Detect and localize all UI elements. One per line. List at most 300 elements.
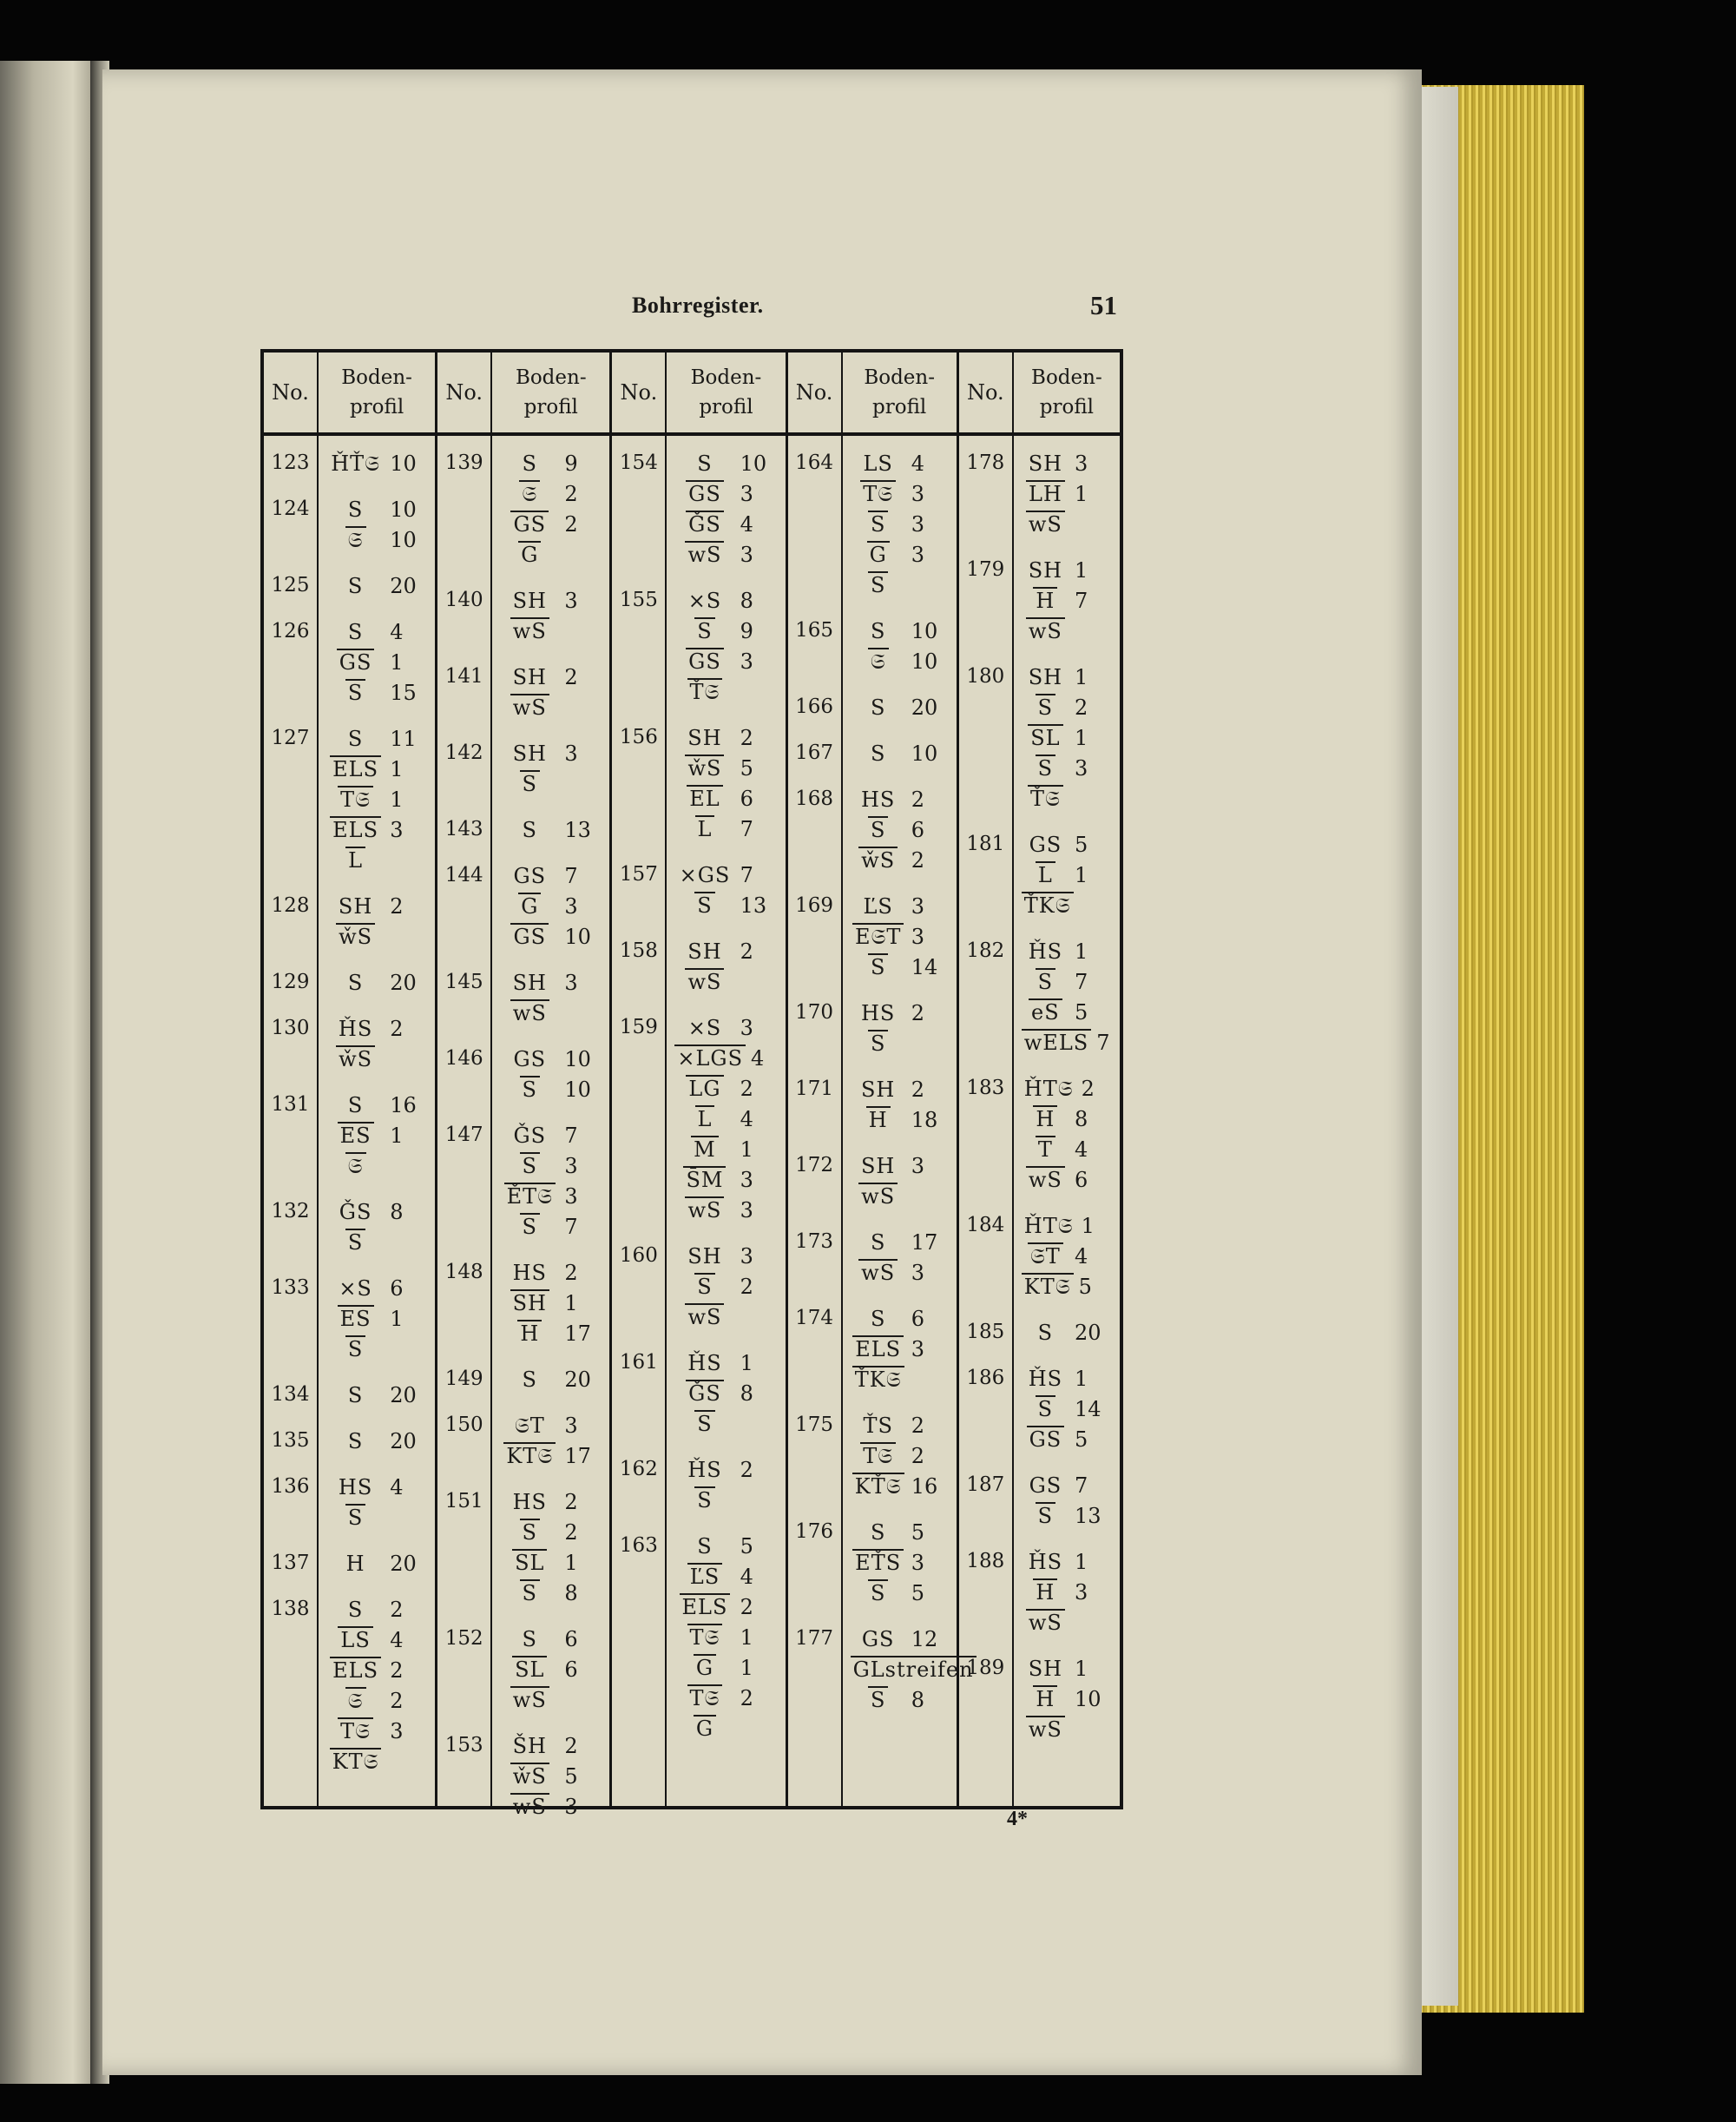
soil-layer [500, 1288, 602, 1318]
soil-profile [851, 1303, 950, 1394]
soil-profile [674, 722, 778, 844]
soil-layer [851, 952, 950, 982]
boring-number: 174 [795, 1307, 834, 1329]
bohrregister-table [260, 349, 1123, 1819]
soil-layer [851, 1410, 950, 1440]
layer-depth: 10 [564, 1077, 591, 1102]
soil-layer [851, 1364, 950, 1394]
soil-layer [674, 448, 778, 478]
soil-layer [326, 1044, 428, 1074]
layer-depth: 10 [564, 1046, 591, 1071]
soil-layer [1022, 1684, 1113, 1714]
soil-layer [500, 967, 602, 998]
layer-depth: 3 [564, 970, 578, 995]
layer-symbol: S [1022, 1397, 1075, 1421]
layer-symbol: ȞS [1028, 1549, 1063, 1574]
layer-depth: 3 [911, 1550, 925, 1575]
layer-depth: 3 [564, 1794, 578, 1819]
layer-symbol: w̌S [500, 1764, 564, 1789]
soil-layer [326, 1013, 428, 1044]
soil-layer [1022, 1134, 1113, 1164]
boring-number: 151 [444, 1490, 483, 1512]
layer-depth: 20 [390, 1382, 417, 1407]
layer-symbol: GS [674, 649, 740, 674]
soil-layer [674, 585, 778, 616]
soil-layer [1022, 1317, 1113, 1348]
soil-layer [326, 1150, 428, 1181]
soil-layer [326, 1227, 428, 1257]
boring-number: 124 [271, 498, 310, 520]
soil-layer [674, 936, 778, 966]
soil-layer [674, 1378, 778, 1408]
soil-layer [326, 677, 428, 708]
layer-depth: 1 [1075, 939, 1088, 964]
soil-layer [851, 646, 950, 676]
boring-number: 160 [619, 1244, 658, 1267]
layer-depth: 3 [390, 817, 404, 842]
layer-symbol: S [500, 1154, 564, 1178]
layer-symbol: S̄M [674, 1168, 740, 1192]
layer-symbol: L [674, 817, 740, 841]
soil-profile [326, 1273, 428, 1364]
soil-layer [851, 1303, 950, 1334]
layer-depth: 10 [911, 618, 938, 643]
layer-depth: 3 [740, 542, 753, 567]
layer-depth: 6 [740, 786, 753, 811]
layer-symbol: GS [674, 482, 740, 506]
layer-depth: 3 [564, 893, 578, 919]
soil-layer [1022, 1653, 1113, 1684]
column-divider [841, 436, 843, 1806]
soil-layer [1022, 509, 1113, 539]
layer-depth: 6 [564, 1626, 578, 1651]
soil-layer [500, 1684, 602, 1715]
soil-layer [326, 1548, 428, 1578]
boring-number: 147 [444, 1124, 483, 1146]
layer-depth: 5 [740, 755, 753, 781]
boring-number: 127 [271, 727, 310, 749]
soil-layer [326, 1090, 428, 1120]
soil-layer [851, 616, 950, 646]
layer-symbol: S [522, 1367, 537, 1392]
soil-layer [674, 1622, 778, 1652]
layer-depth: 3 [564, 588, 578, 613]
layer-depth: 4 [740, 511, 753, 537]
layer-symbol: T𝔖 [851, 1444, 911, 1468]
soil-layer [851, 784, 950, 814]
soil-profile [500, 738, 602, 799]
layer-depth: 1 [1075, 1549, 1088, 1574]
layer-depth: 3 [911, 924, 925, 949]
layer-symbol: 𝔖 [500, 482, 564, 506]
soil-layer [500, 1517, 602, 1547]
header-bodenprofil [843, 353, 957, 432]
soil-layer [500, 814, 602, 845]
layer-symbol: wS [1022, 619, 1075, 643]
layer-symbol: S [851, 1031, 911, 1056]
soil-profile [851, 448, 950, 600]
boring-number: 128 [271, 894, 310, 917]
layer-symbol: S [674, 1275, 740, 1299]
boring-number: 188 [966, 1550, 1005, 1572]
soil-layer [500, 1410, 602, 1440]
layer-symbol: 𝔖 [326, 1689, 390, 1713]
boring-number: 178 [966, 451, 1005, 474]
soil-layer [674, 722, 778, 753]
layer-symbol: S [347, 1597, 364, 1622]
boring-number: 187 [966, 1473, 1005, 1496]
layer-depth: 2 [564, 481, 578, 506]
layer-symbol: SH [1028, 664, 1063, 689]
soil-layer [851, 509, 950, 539]
layer-symbol: S [500, 1215, 564, 1239]
layer-depth: 7 [564, 1123, 578, 1148]
soil-profile [1022, 1470, 1113, 1531]
header-line: profil [1039, 396, 1095, 418]
boring-number: 156 [619, 726, 658, 748]
boring-number: 158 [619, 939, 658, 962]
boring-number: 150 [444, 1414, 483, 1436]
layer-symbol: S [1022, 1504, 1075, 1528]
layer-depth: 5 [564, 1763, 578, 1789]
layer-symbol: S [851, 1581, 911, 1605]
layer-symbol: S [326, 1230, 390, 1255]
layer-symbol: wS [674, 1198, 740, 1222]
layer-symbol: ELS [326, 757, 390, 781]
layer-depth: 13 [740, 893, 767, 918]
soil-layer [1022, 692, 1113, 722]
layer-depth: 4 [911, 451, 925, 476]
layer-depth: 14 [911, 954, 938, 979]
layer-symbol: HS [512, 1260, 547, 1285]
soil-layer [674, 676, 778, 707]
layer-symbol: G [500, 543, 564, 567]
layer-symbol: EL [674, 787, 740, 811]
soil-layer [500, 478, 602, 509]
layer-depth: 4 [740, 1106, 753, 1131]
boring-number: 136 [271, 1475, 310, 1498]
soil-layer [500, 585, 602, 616]
layer-depth: 5 [1075, 832, 1088, 857]
layer-depth: 12 [911, 1626, 938, 1651]
soil-layer [1022, 1470, 1113, 1500]
soil-layer [500, 768, 602, 799]
soil-layer [1022, 555, 1113, 585]
layer-depth: 3 [564, 741, 578, 766]
soil-layer [851, 1440, 950, 1471]
layer-symbol: S [870, 1306, 886, 1331]
layer-depth: 3 [740, 1243, 753, 1269]
soil-profile [851, 1517, 950, 1608]
layer-symbol: H [345, 1551, 365, 1576]
soil-layer [851, 1654, 974, 1684]
layer-depth: 3 [390, 1718, 404, 1743]
soil-profile [500, 967, 602, 1028]
soil-layer [326, 1655, 428, 1685]
layer-symbol: ×GS [679, 862, 731, 887]
soil-layer [851, 570, 950, 600]
soil-profile [851, 891, 950, 982]
boring-number: 166 [795, 695, 834, 718]
header-bodenprofil [667, 353, 785, 432]
soil-layer [1022, 1424, 1113, 1454]
layer-symbol: S [870, 695, 886, 720]
boring-number: 181 [966, 833, 1005, 855]
layer-symbol: E𝔖T [851, 925, 911, 949]
left-page-edge [0, 61, 97, 2084]
layer-depth: 3 [740, 481, 753, 506]
layer-symbol: S [500, 772, 564, 796]
boring-number: 176 [795, 1520, 834, 1543]
soil-layer [851, 1624, 950, 1654]
layer-symbol: ȞS [687, 1457, 722, 1482]
soil-profile [674, 448, 778, 570]
signature-mark: 4* [1007, 1808, 1028, 1830]
soil-layer [674, 1073, 778, 1104]
soil-layer [1022, 1577, 1113, 1607]
layer-symbol: S [326, 1337, 390, 1361]
soil-profile [1022, 936, 1113, 1058]
layer-depth: 14 [1075, 1396, 1101, 1421]
soil-layer [674, 1531, 778, 1561]
soil-layer [326, 494, 428, 524]
layer-depth: 1 [1075, 1366, 1088, 1391]
layer-symbol: wS [500, 1688, 564, 1712]
layer-depth: 20 [1075, 1320, 1101, 1345]
soil-layer [1022, 936, 1113, 966]
soil-layer [500, 539, 602, 570]
layer-symbol: ȞT𝔖 [1023, 1213, 1074, 1238]
layer-depth: 4 [1075, 1137, 1088, 1162]
layer-depth: 3 [564, 1413, 578, 1438]
layer-depth: 2 [740, 725, 753, 750]
boring-number: 145 [444, 971, 483, 993]
layer-depth: 7 [1075, 1473, 1088, 1498]
layer-symbol: ȞT𝔖 [1023, 1076, 1074, 1101]
soil-layer [1022, 997, 1113, 1027]
layer-depth: 20 [390, 573, 417, 598]
soil-layer [851, 1181, 950, 1211]
layer-symbol: SH [687, 725, 722, 750]
boring-number: 183 [966, 1077, 1005, 1099]
layer-symbol: S [522, 1626, 537, 1651]
boring-number: 171 [795, 1077, 834, 1100]
layer-symbol: LH [1022, 482, 1075, 506]
layer-depth: 10 [390, 451, 417, 476]
layer-symbol: ȞS [1028, 1366, 1063, 1391]
layer-depth: 8 [564, 1580, 578, 1605]
soil-profile [1022, 829, 1113, 920]
soil-layer [326, 1380, 428, 1410]
soil-profile [851, 692, 950, 722]
boring-number: 126 [271, 620, 310, 643]
soil-profile [326, 448, 428, 478]
soil-profile [1022, 1653, 1113, 1744]
layer-symbol: SL [500, 1657, 564, 1682]
table-column [435, 353, 609, 1819]
layer-depth: 10 [911, 741, 938, 766]
layer-symbol: wS [851, 1261, 911, 1285]
soil-layer [1022, 1027, 1113, 1058]
layer-symbol: S [347, 573, 364, 598]
soil-layer [674, 1195, 778, 1225]
layer-symbol: wS [1022, 1717, 1075, 1742]
layer-depth: 2 [564, 511, 578, 537]
column-header [788, 353, 957, 436]
boring-number: 153 [444, 1734, 483, 1756]
soil-layer [1022, 448, 1113, 478]
layer-depth: 3 [740, 649, 753, 674]
layer-depth: 2 [564, 1733, 578, 1758]
soil-profile [500, 662, 602, 722]
layer-symbol: S [1022, 970, 1075, 994]
soil-profile [1022, 1363, 1113, 1454]
soil-layer [674, 616, 778, 646]
layer-symbol: T𝔖 [326, 788, 390, 812]
boring-number: 139 [444, 451, 483, 474]
soil-profile [674, 1348, 778, 1439]
layer-depth: 2 [911, 1000, 925, 1025]
soil-layer [674, 814, 778, 844]
soil-layer [674, 1348, 778, 1378]
layer-symbol: KT𝔖 [500, 1444, 564, 1468]
soil-layer [674, 478, 778, 509]
boring-number: 175 [795, 1414, 834, 1436]
layer-symbol: LG [674, 1077, 740, 1101]
column-divider [1012, 436, 1014, 1806]
layer-symbol: SH [512, 664, 547, 689]
soil-layer [851, 1227, 950, 1257]
layer-symbol: HS [338, 1474, 373, 1499]
soil-layer [326, 1502, 428, 1532]
soil-layer [500, 1761, 602, 1791]
soil-layer [674, 1652, 778, 1683]
layer-depth: 2 [390, 1688, 404, 1713]
layer-depth: 2 [564, 1489, 578, 1514]
soil-profile [326, 1472, 428, 1532]
layer-symbol: S [697, 1533, 713, 1559]
layer-depth: 3 [911, 481, 925, 506]
soil-layer [326, 1472, 428, 1502]
soil-layer [1022, 753, 1113, 783]
soil-layer [500, 662, 602, 692]
layer-symbol: wS [1022, 512, 1075, 537]
layer-symbol: S [326, 681, 390, 705]
layer-depth: 2 [390, 1657, 404, 1683]
layer-symbol: w̌S [326, 1047, 390, 1071]
layer-symbol: GS [326, 650, 390, 675]
soil-layer [500, 1211, 602, 1242]
header-no: No. [437, 353, 492, 432]
layer-depth: 3 [740, 1015, 753, 1040]
soil-layer [500, 509, 602, 539]
layer-depth: 2 [911, 1077, 925, 1102]
soil-layer [674, 1454, 778, 1485]
header-bodenprofil [492, 353, 609, 432]
layer-symbol: ȞS [687, 1350, 722, 1375]
soil-profile [1022, 1546, 1113, 1638]
soil-layer [500, 738, 602, 768]
header-line: Boden- [864, 366, 935, 389]
layer-symbol: EŤS [851, 1551, 911, 1575]
layer-depth: 10 [911, 649, 938, 674]
soil-profile [500, 1410, 602, 1471]
header-bodenprofil [1014, 353, 1120, 432]
boring-number: 135 [271, 1429, 310, 1452]
layer-depth: 8 [1075, 1106, 1088, 1131]
layer-depth: 2 [1081, 1076, 1095, 1101]
boring-number: 163 [619, 1534, 658, 1557]
soil-layer [1022, 722, 1113, 753]
soil-layer [326, 1120, 428, 1150]
soil-layer [1022, 860, 1113, 890]
layer-symbol: SH [512, 588, 547, 613]
soil-layer [674, 1683, 778, 1713]
layer-symbol: 𝔖 [326, 1154, 390, 1178]
soil-layer [326, 921, 428, 952]
soil-profile [851, 1074, 950, 1135]
layer-depth: 1 [390, 1123, 404, 1148]
soil-profile [500, 860, 602, 952]
soil-profile [500, 1730, 602, 1822]
layer-symbol: L [1022, 863, 1075, 887]
layer-depth: 2 [390, 1016, 404, 1041]
layer-depth: 5 [1075, 999, 1088, 1025]
layer-symbol: S [347, 1382, 364, 1407]
layer-symbol: SH [500, 1291, 564, 1315]
soil-layer [500, 1120, 602, 1150]
layer-symbol: ȞS [338, 1016, 373, 1041]
layer-symbol: ELS [851, 1337, 911, 1361]
layer-depth: 10 [1075, 1686, 1101, 1711]
soil-layer [674, 539, 778, 570]
soil-profile [326, 723, 428, 875]
layer-depth: 5 [1075, 1427, 1088, 1452]
soil-layer [674, 1302, 778, 1332]
layer-symbol: ȞŤ𝔖 [331, 451, 380, 476]
soil-layer [326, 647, 428, 677]
layer-depth: 7 [1096, 1030, 1110, 1055]
layer-depth: 2 [390, 1597, 404, 1622]
layer-depth: 2 [740, 1274, 753, 1299]
soil-layer [500, 1181, 602, 1211]
soil-profile [674, 585, 778, 707]
boring-number: 164 [795, 451, 834, 474]
soil-profile [851, 1150, 950, 1211]
soil-layer [500, 1364, 602, 1394]
boring-number: 143 [444, 818, 483, 840]
layer-depth: 2 [564, 664, 578, 689]
boring-number: 179 [966, 558, 1005, 581]
layer-depth: 20 [564, 1367, 591, 1392]
layer-depth: 11 [390, 726, 417, 751]
boring-number: 133 [271, 1276, 310, 1299]
boring-number: 186 [966, 1367, 1005, 1389]
layer-symbol: GS [500, 512, 564, 537]
layer-depth: 6 [911, 817, 925, 842]
soil-profile [326, 967, 428, 998]
layer-symbol: S [674, 619, 740, 643]
soil-profile [1022, 1073, 1113, 1195]
boring-number: 148 [444, 1261, 483, 1283]
soil-layer [851, 1028, 950, 1058]
layer-symbol: ELS [326, 818, 390, 842]
soil-layer [674, 1713, 778, 1743]
layer-depth: 20 [911, 695, 938, 720]
layer-symbol: wS [851, 1184, 911, 1209]
soil-layer [326, 570, 428, 601]
header-line: profil [872, 396, 927, 418]
